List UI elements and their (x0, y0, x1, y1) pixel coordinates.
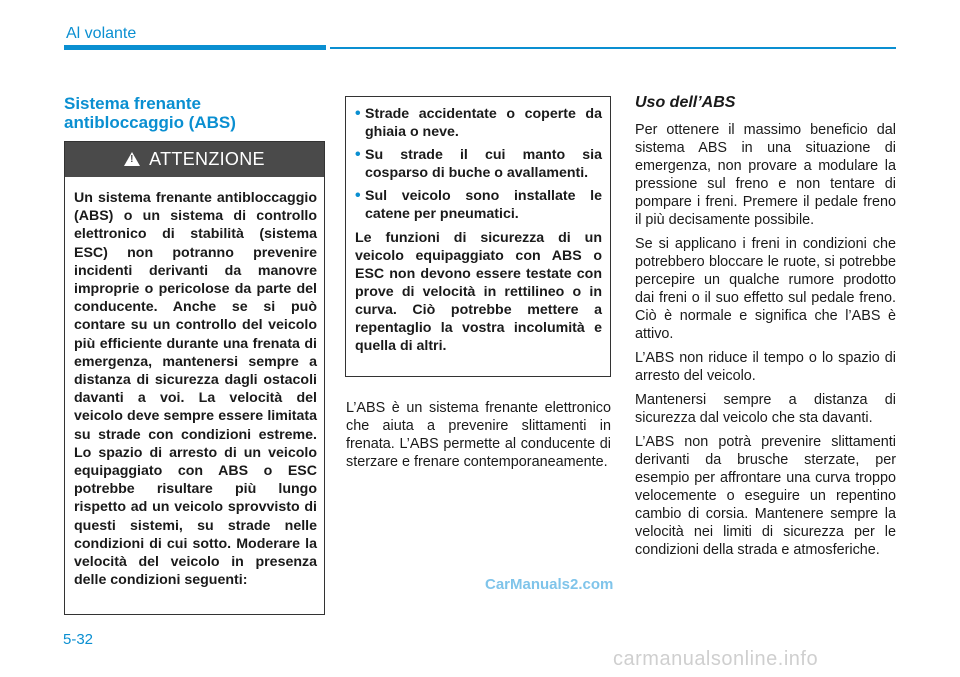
warning-box (64, 141, 325, 615)
abs-usage-section (635, 94, 896, 565)
bullet-dot-icon: • (355, 105, 361, 122)
bullet-dot-icon: • (355, 146, 361, 163)
bullet-item (355, 187, 602, 223)
header-rule-thick (64, 45, 326, 50)
usage-heading: Uso dell’ABS (635, 94, 736, 111)
usage-paragraph: L’ABS non potrà prevenire slittamenti derivanti da brusche sterzate, per esempio per affrontare una curva troppo velocemente o eseguire un repentino cambio di corsia. Mantenere sempre la velocità nei limiti di sicurezza per le condizioni della strada e atmosferiche. (635, 434, 896, 558)
warning-title: ATTENZIONE (149, 149, 265, 169)
warning-header (65, 142, 324, 177)
abs-intro-paragraph: L’ABS è un sistema frenante elettronico che aiuta a prevenire slittamenti in frenata. L’ABS permette al conducente di sterzare e frenare contemporaneamente. (346, 400, 611, 470)
warning-triangle-icon (124, 152, 140, 166)
usage-paragraph: Mantenersi sempre a distanza di sicurezza dal veicolo che sta davanti. (635, 392, 896, 426)
bullet-text: Strade accidentate o coperte da ghiaia o neve. (365, 106, 602, 140)
usage-paragraph: L’ABS non riduce il tempo o lo spazio di arresto del veicolo. (635, 350, 896, 384)
usage-paragraph: Per ottenere il massimo beneficio dal sistema ABS in una situazione di emergenza, non provare a modulare la pressione sul freno e non tentare di pompare i freni. Premere il pedale freno il più decisamente possibile. (635, 122, 896, 228)
page-number: 5-32 (63, 631, 94, 648)
section-title: Al volante (66, 25, 137, 42)
warning-continuation-box (345, 96, 611, 377)
usage-paragraph: Se si applicano i freni in condizioni che potrebbero bloccare le ruote, si potrebbe percepire un qualche rumore prodotto dai freni o il suo effetto sul pedale freno. Ciò è normale e significa che l’ABS è attivo. (635, 236, 896, 342)
footer-watermark: carmanualsonline.info (613, 648, 819, 670)
bullet-text: Sul veicolo sono installate le catene per pneumatici. (365, 188, 602, 222)
bullet-item (355, 105, 602, 141)
bullet-text: Su strade il cui manto sia cosparso di buche o avallamenti. (365, 147, 602, 181)
warning-note: Le funzioni di sicurezza di un veicolo equipaggiato con ABS o ESC non devono essere testate con prove di velocità in rettilineo o in curva. Ciò potrebbe mettere a repentaglio la vostra incolumità e quella di altri. (355, 230, 602, 354)
watermark-link[interactable]: CarManuals2.com (485, 576, 614, 593)
bullet-item (355, 146, 602, 182)
bullet-dot-icon: • (355, 187, 361, 204)
warning-text: Un sistema frenante antibloccaggio (ABS) o un sistema di controllo elettronico di stabilità (sistema ESC) non potranno prevenire incidenti derivanti da manovre improprie o pericolose da parte del conducente. Anche se si può contare su un controllo del veicolo più efficiente durante una frenata di emergenza, mantenersi sempre a distanza di sicurezza dagli ostacoli davanti a voi. La velocità del veicolo deve sempre essere limitata su strade con condizioni estreme. Lo spazio di arresto di un veicolo equipaggiato con ABS o ESC potrebbe risultare più lungo rispetto ad un veicolo sprovvisto di questi sistemi, su strade nelle condizioni di cui sotto. Moderare la velocità del veicolo in presenza delle condizioni seguenti: (74, 190, 317, 589)
page-heading: Sistema frenante antibloccaggio (ABS) (64, 94, 236, 132)
header-rule-thin (330, 47, 896, 49)
